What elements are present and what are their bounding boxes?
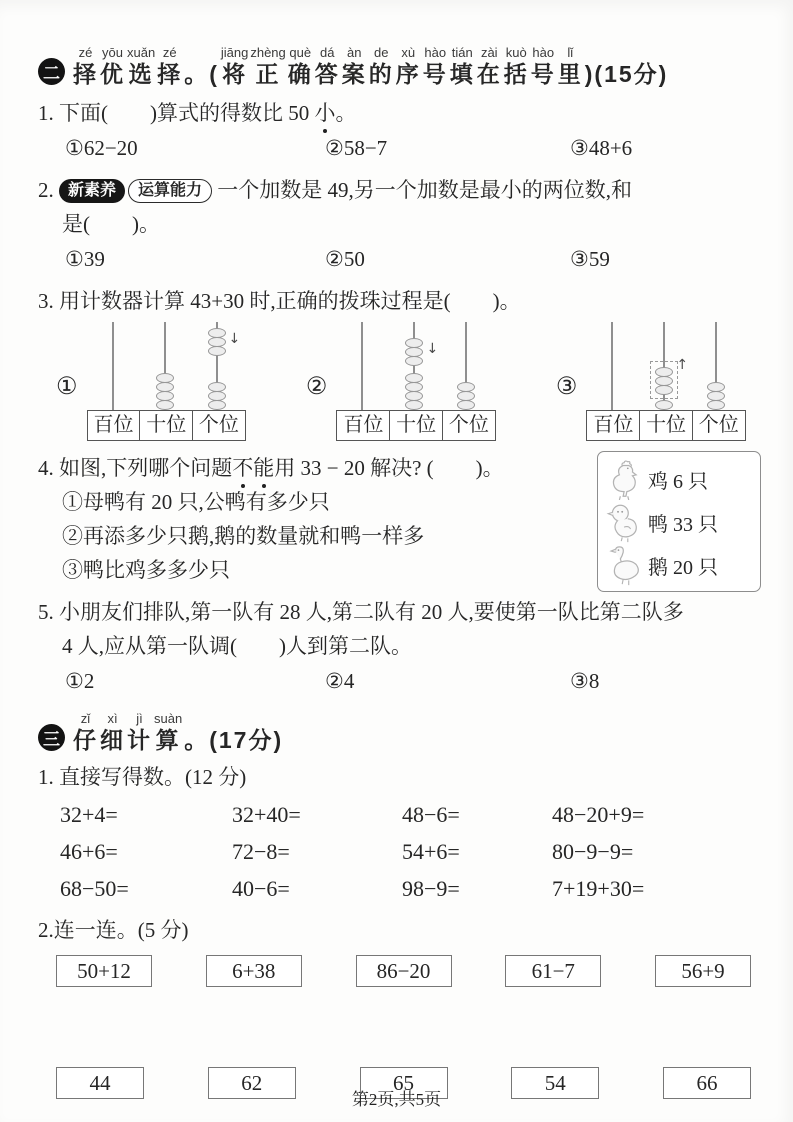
computing-ability-badge: 运算能力 [128, 179, 212, 203]
page-number: 第2页,共5页 [351, 1090, 442, 1109]
bead [156, 400, 174, 410]
title-char [531, 44, 556, 88]
animal-count-label: 鸡 6 只 [648, 471, 708, 493]
question-1-text [38, 96, 765, 130]
match-expressions-row [38, 955, 765, 987]
legend-row [605, 545, 755, 586]
abacus-frame [87, 322, 246, 441]
calc-grid [38, 796, 765, 907]
match-box: 50+12 [56, 955, 152, 987]
question-3-text: 3. 用计数器计算 43+30 时,正确的拨珠过程是( )。 [38, 289, 521, 313]
place-value-labels [586, 410, 745, 441]
emphasized-text: 不 [232, 451, 253, 485]
duck-icon [605, 502, 645, 543]
place-value-cell: 个位 [442, 410, 496, 441]
new-literacy-badge: 新素养 [59, 179, 125, 203]
match-connect-area [38, 987, 765, 1059]
question-4-option: ①母鸭有 20 只,公鸭有多少只 [62, 490, 330, 514]
calc-row [60, 870, 765, 907]
title-char [127, 710, 152, 754]
calc-subtitle: 1. 直接写得数。(12 分) [38, 765, 247, 789]
question-5-line2: 4 人,应从第一队调( )人到第二队。 [62, 634, 412, 658]
bead [405, 400, 423, 410]
match-box: 61−7 [505, 955, 601, 987]
pinyin: jì [136, 711, 143, 726]
place-value-cell: 百位 [87, 410, 141, 441]
match-subtitle: 2.连一连。(5 分) [38, 918, 189, 942]
hanzi: 号 [422, 61, 448, 87]
place-value-labels [336, 410, 495, 441]
question-text: 4. 如图,下列哪个问题 [38, 456, 233, 480]
abacus-column [191, 322, 243, 410]
abacus-column [638, 322, 690, 410]
title-char [184, 710, 283, 754]
place-value-cell: 百位 [586, 410, 640, 441]
bead [457, 382, 475, 392]
option: ③48+6 [570, 136, 633, 160]
legend-row [605, 459, 755, 500]
down-arrow-icon: ↓ [228, 331, 241, 347]
match-box: 62 [208, 1067, 296, 1099]
title-char [100, 710, 125, 754]
section-2-icon: 二 [38, 58, 65, 85]
hanzi: 号 [530, 61, 556, 87]
question-text: 用 33 − 20 解决? ( )。 [274, 456, 504, 480]
match-box: 6+38 [206, 955, 302, 987]
animal-count-label: 鸭 33 只 [648, 514, 718, 536]
bead [156, 382, 174, 392]
bead [405, 391, 423, 401]
hanzi: 案 [341, 61, 367, 87]
option: ①39 [65, 247, 105, 271]
bead [405, 373, 423, 383]
abacus-frame [586, 322, 745, 441]
chicken-icon [605, 459, 645, 500]
pinyin: dá [320, 45, 335, 60]
bead [156, 391, 174, 401]
place-value-cell: 个位 [692, 410, 746, 441]
question-2-line2: 是( )。 [62, 212, 160, 236]
section-2-header [38, 44, 765, 88]
match-box: 86−20 [356, 955, 452, 987]
bead [707, 400, 725, 410]
option: ③59 [570, 247, 610, 271]
emphasized-text: 小 [315, 96, 336, 130]
section-3-header [38, 710, 765, 754]
hanzi: 计 [127, 727, 152, 753]
title-char [288, 44, 313, 88]
hanzi: 择 [157, 61, 183, 87]
title-char [73, 44, 98, 88]
bead [208, 391, 226, 401]
down-arrow-icon: ↓ [426, 341, 439, 357]
abacus-rods [336, 322, 495, 410]
abacus-column [139, 322, 191, 410]
abacus-rod [611, 322, 613, 410]
up-arrow-icon: ↑ [676, 357, 689, 373]
pinyin: hào [532, 45, 555, 60]
match-box: 44 [56, 1067, 144, 1099]
question-2-line1: 一个加数是 49,另一个加数是最小的两位数,和 [217, 178, 633, 202]
place-value-labels [87, 410, 246, 441]
calc-expression: 54+6= [402, 839, 460, 864]
calc-expression: 72−8= [232, 839, 290, 864]
hanzi: 。(17分) [184, 727, 284, 753]
pinyin: lǐ [567, 45, 574, 60]
match-box: 54 [511, 1067, 599, 1099]
dashed-selection [650, 361, 678, 399]
option: ②50 [325, 247, 365, 271]
hanzi: 仔 [73, 727, 98, 753]
hanzi: 填 [449, 61, 475, 87]
abacus-rod [112, 322, 114, 410]
option: ②58−7 [325, 136, 388, 160]
hanzi: 答 [314, 61, 340, 87]
animal-count-label: 鹅 20 只 [648, 557, 718, 579]
hanzi: 将 [222, 61, 248, 87]
abacus-label: ③ [555, 374, 578, 400]
calc-expression: 98−9= [402, 876, 460, 901]
match-box: 66 [663, 1067, 751, 1099]
pinyin: zhèng [250, 45, 286, 60]
pinyin: xuǎn [127, 45, 156, 60]
match-box: 56+9 [655, 955, 751, 987]
abacus-rods [586, 322, 745, 410]
calc-expression: 68−50= [60, 876, 129, 901]
title-char [127, 44, 155, 88]
abacus-column [586, 322, 638, 410]
abacus [556, 322, 746, 441]
calc-expression: 7+19+30= [552, 876, 645, 901]
title-char [450, 44, 475, 88]
question-4-text [38, 451, 613, 485]
bead [208, 400, 226, 410]
title-char [558, 44, 583, 88]
legend-row [605, 502, 755, 543]
calc-expression: 32+4= [60, 802, 118, 827]
hanzi: 择 [73, 61, 98, 87]
abacus-rod [361, 322, 363, 410]
title-char [315, 44, 340, 88]
question-5-options [38, 665, 765, 698]
emphasized-text: 能 [253, 451, 274, 485]
place-value-cell: 百位 [336, 410, 390, 441]
abacus-column [440, 322, 492, 410]
pinyin: jiāng [220, 45, 249, 60]
question-4 [38, 451, 765, 587]
title-char [100, 44, 125, 88]
abacus-rods [87, 322, 246, 410]
abacus-label: ② [305, 374, 328, 400]
title-char [221, 44, 248, 88]
pinyin: suàn [154, 711, 183, 726]
question-4-option: ③鸭比鸡多多少只 [62, 558, 230, 582]
calc-expression: 80−9−9= [552, 839, 634, 864]
hanzi: 序 [395, 61, 421, 87]
calc-expression: 40−6= [232, 876, 290, 901]
hanzi: 选 [128, 61, 154, 87]
hanzi: 细 [100, 727, 125, 753]
title-char [504, 44, 529, 88]
title-char [369, 44, 394, 88]
title-char [396, 44, 421, 88]
question-2-text [38, 173, 765, 207]
pinyin: àn [347, 45, 362, 60]
pinyin: xì [107, 711, 118, 726]
abacus-column [388, 322, 440, 410]
place-value-cell: 十位 [639, 410, 693, 441]
calc-expression: 32+40= [232, 802, 301, 827]
hanzi: 在 [476, 61, 502, 87]
place-value-cell: 个位 [192, 410, 246, 441]
hanzi: 确 [287, 61, 313, 87]
bead [156, 373, 174, 383]
abacus-diagrams [38, 322, 765, 441]
calc-row [60, 833, 765, 870]
calc-expression: 48−20+9= [552, 802, 645, 827]
bead [707, 382, 725, 392]
abacus-column [690, 322, 742, 410]
bead [208, 382, 226, 392]
title-char [477, 44, 502, 88]
pinyin: kuò [505, 45, 527, 60]
section-3-title [72, 710, 284, 754]
question-text: 1. 下面( )算式的得数比 50 [38, 101, 315, 125]
pinyin: hào [424, 45, 447, 60]
title-char [73, 710, 98, 754]
question-text: 。 [335, 101, 357, 125]
title-char [157, 44, 182, 88]
pinyin: tián [451, 45, 473, 60]
bead [405, 382, 423, 392]
title-char [154, 710, 182, 754]
hanzi: 算 [155, 727, 181, 753]
question-2-number: 2. [38, 178, 54, 202]
calc-expression: 48−6= [402, 802, 460, 827]
abacus [306, 322, 496, 441]
option: ①62−20 [65, 136, 138, 160]
hanzi: 正 [255, 61, 281, 87]
pinyin: zé [162, 45, 177, 60]
pinyin: yōu [102, 45, 123, 60]
abacus-column [336, 322, 388, 410]
hanzi: 里 [557, 61, 583, 87]
question-4-option: ②再添多少只鹅,鹅的数量就和鸭一样多 [62, 524, 425, 548]
abacus-label: ① [56, 374, 78, 400]
question-5-line1: 5. 小朋友们排队,第一队有 28 人,第二队有 20 人,要使第一队比第二队多 [38, 600, 684, 624]
title-char [184, 44, 219, 88]
bead [457, 391, 475, 401]
hanzi: )(15分) [584, 61, 669, 87]
abacus [56, 322, 246, 441]
hanzi: 。( [184, 61, 219, 87]
pinyin: xù [401, 45, 416, 60]
section-3-icon: 三 [38, 724, 65, 751]
pinyin: de [374, 45, 389, 60]
option: ②4 [325, 669, 355, 693]
option: ①2 [65, 669, 95, 693]
animal-count-legend [597, 451, 761, 592]
hanzi: 优 [100, 61, 125, 87]
question-1-options [38, 132, 765, 165]
title-char [342, 44, 367, 88]
section-2-title [72, 44, 669, 88]
calc-row [60, 796, 765, 833]
place-value-cell: 十位 [389, 410, 443, 441]
abacus-column [87, 322, 139, 410]
calc-expression: 46+6= [60, 839, 118, 864]
title-char [585, 44, 669, 88]
pinyin: zé [78, 45, 93, 60]
pinyin: zǐ [80, 711, 91, 726]
abacus-frame [336, 322, 495, 441]
place-value-cell: 十位 [139, 410, 193, 441]
title-char [250, 44, 285, 88]
bead [655, 400, 673, 410]
bead-moving [405, 356, 423, 366]
match-box: 65 [360, 1067, 448, 1099]
hanzi: 括 [503, 61, 529, 87]
pinyin: zài [480, 45, 498, 60]
hanzi: 的 [368, 61, 394, 87]
title-char [423, 44, 448, 88]
question-2-options [38, 243, 765, 276]
goose-icon [605, 545, 645, 586]
bead [707, 391, 725, 401]
option: ③8 [570, 669, 600, 693]
bead-moving [208, 346, 226, 356]
pinyin: què [289, 45, 312, 60]
bead [457, 400, 475, 410]
